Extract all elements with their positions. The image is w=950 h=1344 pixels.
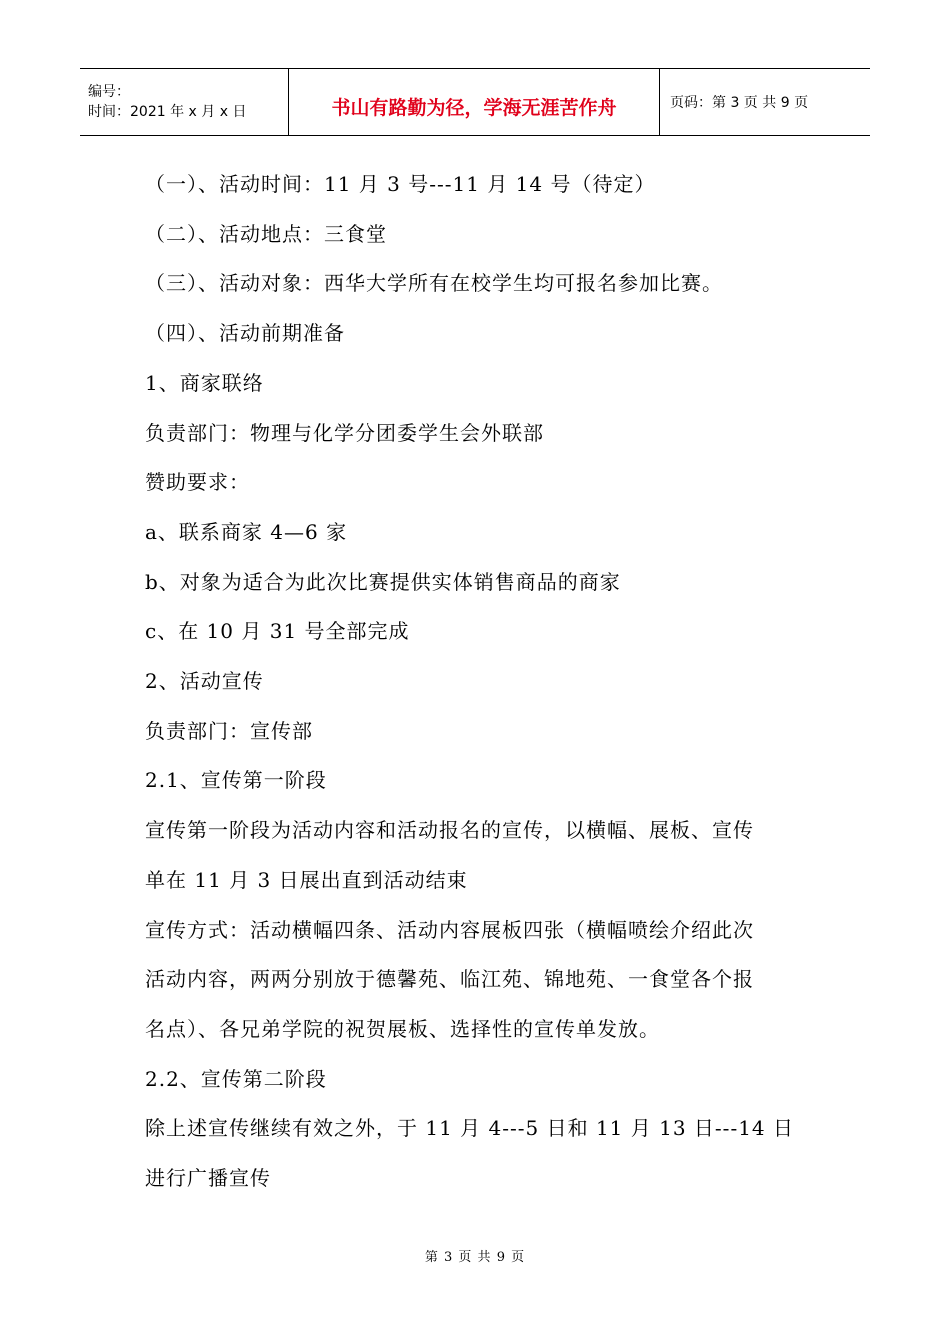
paragraph: 2、活动宣传 [145, 669, 264, 694]
header-motto: 书山有路勤为径，学海无涯苦作舟 [289, 69, 660, 136]
paragraph: 进行广播宣传 [145, 1166, 271, 1191]
paragraph: 2.1、宣传第一阶段 [145, 768, 327, 793]
paragraph: 单在 11 月 3 日展出直到活动结束 [145, 867, 468, 892]
paragraph: （一）、活动时间：11 月 3 号---11 月 14 号（待定） [145, 172, 656, 196]
paragraph: c、在 10 月 31 号全部完成 [145, 619, 410, 644]
page-footer: 第 3 页 共 9 页 [424, 1250, 526, 1265]
header-page-code: 页码：第 3 页 共 9 页 [660, 69, 871, 136]
document-date-label: 时间：2021 年 x 月 x 日 [88, 104, 247, 120]
paragraph: 除上述宣传继续有效之外，于 11 月 4---5 日和 11 月 13 日---14 日 [145, 1116, 795, 1141]
header-meta-cell [80, 69, 289, 136]
document-number-label: 编号： [88, 84, 130, 100]
paragraph: 负责部门：宣传部 [145, 718, 313, 743]
paragraph: 宣传方式：活动横幅四条、活动内容展板四张（横幅喷绘介绍此次 [145, 917, 754, 942]
paragraph: 赞助要求： [145, 470, 250, 495]
paragraph: 1、商家联络 [145, 370, 264, 395]
document-body [145, 160, 817, 1204]
paragraph: （三）、活动对象：西华大学所有在校学生均可报名参加比赛。 [145, 271, 723, 296]
paragraph: a、联系商家 4—6 家 [145, 519, 348, 544]
paragraph: b、对象为适合为此次比赛提供实体销售商品的商家 [145, 569, 621, 594]
paragraph: 宣传第一阶段为活动内容和活动报名的宣传，以横幅、展板、宣传 [145, 818, 754, 843]
paragraph: （四）、活动前期准备 [145, 321, 345, 346]
header-table [80, 68, 870, 136]
paragraph: 名点）、各兄弟学院的祝贺展板、选择性的宣传单发放。 [145, 1016, 660, 1041]
paragraph: 2.2、宣传第二阶段 [145, 1066, 327, 1091]
paragraph: （二）、活动地点：三食堂 [145, 221, 387, 246]
paragraph: 负责部门：物理与化学分团委学生会外联部 [145, 420, 544, 445]
paragraph: 活动内容，两两分别放于德馨苑、临江苑、锦地苑、一食堂各个报 [145, 967, 754, 992]
